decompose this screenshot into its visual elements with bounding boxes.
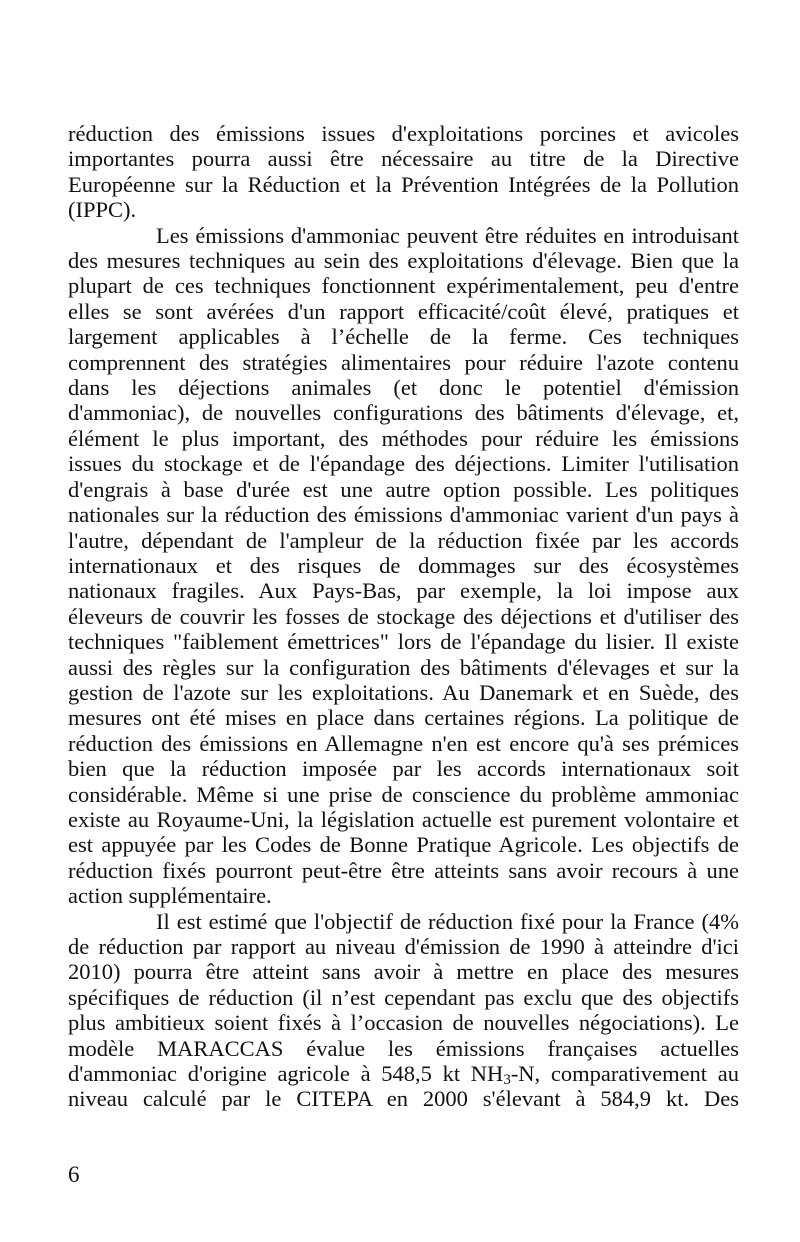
text-line: techniques "faiblement émettrices" lors de l'épandage du lisier. Il existe xyxy=(68,629,739,655)
text-line: éleveurs de couvrir les fosses de stockage des déjections et d'utiliser des xyxy=(68,603,739,629)
text-line: d'engrais à base d'urée est une autre option possible. Les politiques xyxy=(68,476,739,502)
text-line: Européenne sur la Réduction et la Prévention Intégrées de la Pollution xyxy=(68,171,739,197)
text-line: gestion de l'azote sur les exploitations. Au Danemark et en Suède, des xyxy=(68,679,739,705)
text-line: spécifiques de réduction (il n’est cependant pas exclu que des objectifs xyxy=(68,984,739,1010)
text-line: d'ammoniac), de nouvelles configurations des bâtiments d'élevage, et, xyxy=(68,400,739,426)
text-line: modèle MARACCAS évalue les émissions françaises actuelles xyxy=(68,1035,739,1061)
text-line: internationaux et des risques de dommages sur des écosystèmes xyxy=(68,552,739,578)
text-segment: -N, comparativement au xyxy=(510,1061,739,1087)
text-line: bien que la réduction imposée par les accords internationaux soit xyxy=(68,756,739,782)
text-line: plupart de ces techniques fonctionnent expérimentalement, peu d'entre xyxy=(68,273,739,299)
text-line xyxy=(68,1061,739,1089)
text-line: l'autre, dépendant de l'ampleur de la réduction fixée par les accords xyxy=(68,527,739,553)
text-line: action supplémentaire. xyxy=(68,883,272,909)
text-line: élément le plus important, des méthodes pour réduire les émissions xyxy=(68,425,739,451)
text-line: 2010) pourra être atteint sans avoir à mettre en place des mesures xyxy=(68,959,739,985)
subscript: 3 xyxy=(503,1072,511,1089)
text-line: niveau calculé par le CITEPA en 2000 s'élevant à 584,9 kt. Des xyxy=(68,1086,739,1112)
text-line: réduction fixés pourront peut-être être atteints sans avoir recours à une xyxy=(68,857,739,883)
text-line: elles se sont avérées d'un rapport efficacité/coût élevé, pratiques et xyxy=(68,298,739,324)
text-line: existe au Royaume-Uni, la législation actuelle est purement volontaire et xyxy=(68,806,739,832)
text-line: Il est estimé que l'objectif de réduction fixé pour la France (4% xyxy=(156,908,739,934)
text-line: importantes pourra aussi être nécessaire au titre de la Directive xyxy=(68,146,739,172)
text-line: comprennent des stratégies alimentaires pour réduire l'azote contenu xyxy=(68,349,739,375)
text-line: mesures ont été mises en place dans certaines régions. La politique de xyxy=(68,705,739,731)
text-line: réduction des émissions issues d'exploitations porcines et avicoles xyxy=(68,121,739,146)
text-line: issues du stockage et de l'épandage des déjections. Limiter l'utilisation xyxy=(68,451,739,477)
text-line: réduction des émissions en Allemagne n'en est encore qu'à ses prémices xyxy=(68,730,739,756)
page-number: 6 xyxy=(68,1162,80,1187)
text-line: considérable. Même si une prise de conscience du problème ammoniac xyxy=(68,781,739,807)
text-line: nationaux fragiles. Aux Pays-Bas, par exemple, la loi impose aux xyxy=(68,578,739,604)
text-line: aussi des règles sur la configuration des bâtiments d'élevages et sur la xyxy=(68,654,739,680)
text-line: dans les déjections animales (et donc le potentiel d'émission xyxy=(68,375,739,401)
text-segment: d'ammoniac d'origine agricole à 548,5 kt NH xyxy=(68,1061,504,1087)
body-text xyxy=(68,121,739,1112)
text-line: de réduction par rapport au niveau d'émission de 1990 à atteindre d'ici xyxy=(68,934,739,959)
text-line: des mesures techniques au sein des exploitations d'élevage. Bien que la xyxy=(68,248,739,274)
text-line: plus ambitieux soient fixés à l’occasion de nouvelles négociations). Le xyxy=(68,1010,739,1036)
text-line: nationales sur la réduction des émissions d'ammoniac varient d'un pays à xyxy=(68,502,739,528)
text-line: (IPPC). xyxy=(68,197,137,223)
text-line: largement applicables à l’échelle de la ferme. Ces techniques xyxy=(68,324,739,350)
text-line: Les émissions d'ammoniac peuvent être réduites en introduisant xyxy=(156,222,739,248)
text-line: est appuyée par les Codes de Bonne Pratique Agricole. Les objectifs de xyxy=(68,832,739,858)
